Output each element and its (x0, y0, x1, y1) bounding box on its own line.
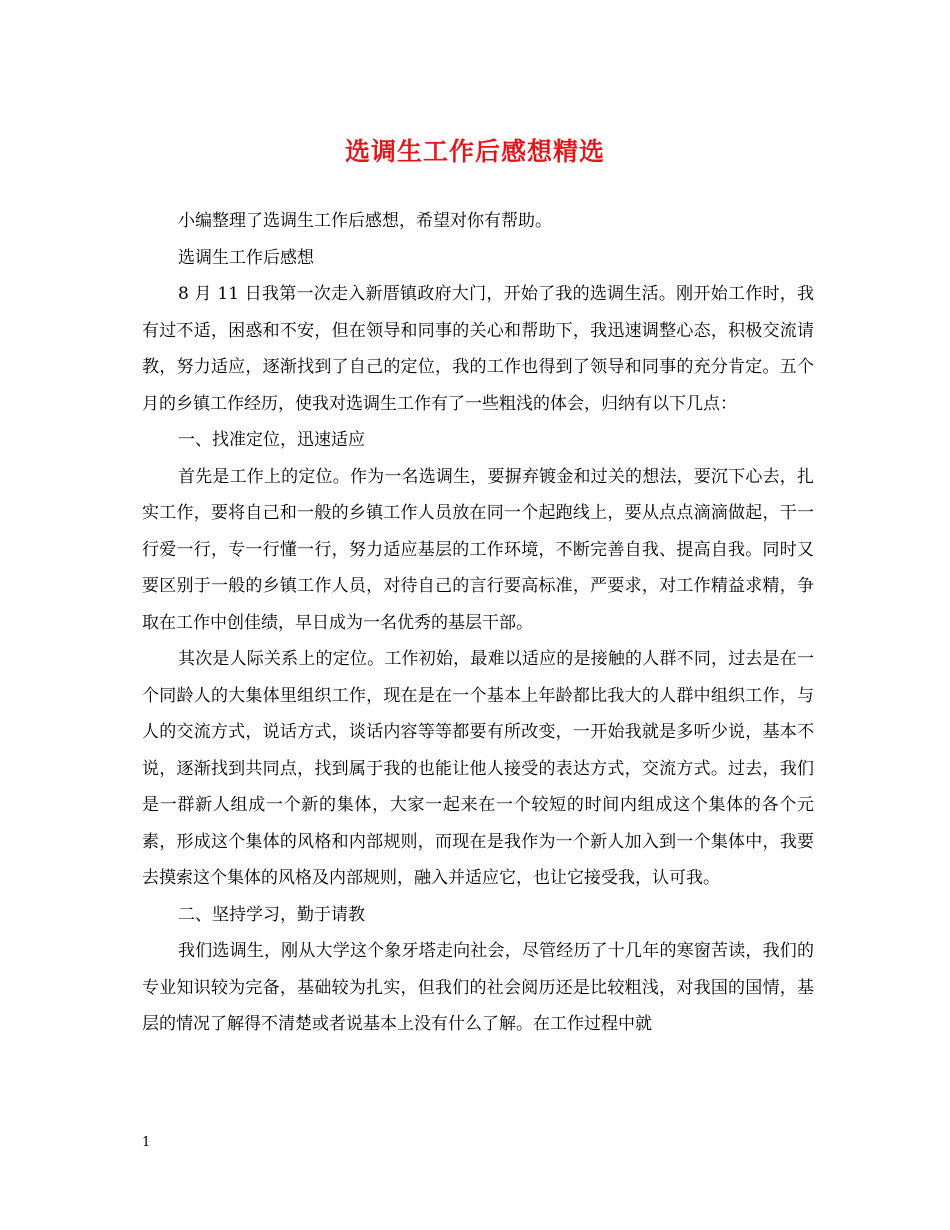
learning-paragraph: 我们选调生，刚从大学这个象牙塔走向社会，尽管经历了十几年的寒窗苦读，我们的专业知识较为完备，基础较为扎实，但我们的社会阅历还是比较粗浅，对我国的国情，基层的情况了解得不清楚或者说基本上没有什么了解。在工作过程中就 (142, 941, 814, 1034)
document-body (142, 203, 814, 1043)
opening-paragraph: 8 月 11 日我第一次走入新厝镇政府大门，开始了我的选调生活。刚开始工作时，我有过不适，困惑和不安，但在领导和同事的关心和帮助下，我迅速调整心态，积极交流请教，努力适应，逐渐找到了自己的定位，我的工作也得到了领导和同事的充分肯定。五个月的乡镇工作经历，使我对选调生工作有了一些粗浅的体会，归纳有以下几点： (142, 284, 814, 414)
work-positioning-paragraph: 首先是工作上的定位。作为一名选调生，要摒弃镀金和过关的想法，要沉下心去，扎实工作，要将自己和一般的乡镇工作人员放在同一个起跑线上，要从点点滴滴做起，干一行爱一行，专一行懂一行，努力适应基层的工作环境，不断完善自我、提高自我。同时又要区别于一般的乡镇工作人员，对待自己的言行要高标准，严要求，对工作精益求精，争取在工作中创佳绩，早日成为一名优秀的基层干部。 (142, 466, 814, 633)
page-number: 1 (142, 1135, 151, 1150)
relationship-positioning-paragraph: 其次是人际关系上的定位。工作初始，最难以适应的是接触的人群不同，过去是在一个同龄人的大集体里组织工作，现在是在一个基本上年龄都比我大的人群中组织工作，与人的交流方式，说话方式，谈话内容等等都要有所改变，一开始我就是多听少说，基本不说，逐渐找到共同点，找到属于我的也能让他人接受的表达方式，交流方式。过去，我们是一群新人组成一个新的集体，大家一起来在一个较短的时间内组成这个集体的各个元素，形成这个集体的风格和内部规则，而现在是我作为一个新人加入到一个集体中，我要去摸索这个集体的风格及内部规则，融入并适应它，也让它接受我，认可我。 (142, 649, 814, 888)
subtitle-paragraph: 选调生工作后感想 (178, 247, 314, 268)
section-heading-1: 一、找准定位，迅速适应 (178, 430, 365, 450)
intro-paragraph: 小编整理了选调生工作后感想，希望对你有帮助。 (178, 211, 552, 231)
section-heading-2: 二、坚持学习，勤于请教 (178, 904, 365, 925)
document-title: 选调生工作后感想精选 (344, 137, 605, 166)
